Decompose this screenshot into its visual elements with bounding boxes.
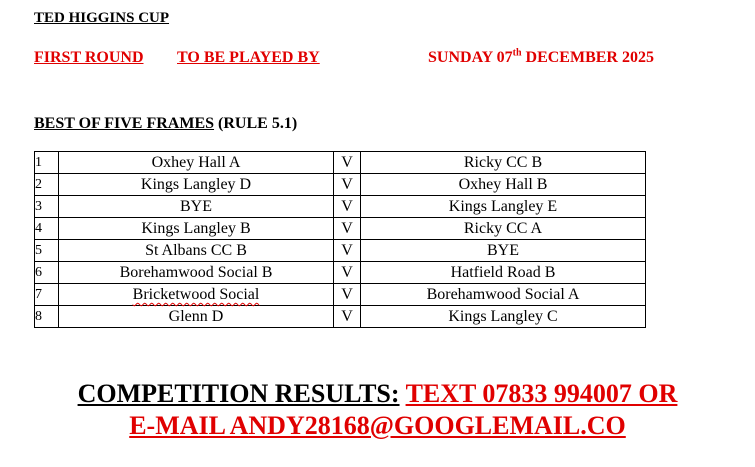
fixture-number: 5 bbox=[35, 240, 59, 262]
fixture-home-team: Oxhey Hall A bbox=[59, 152, 334, 174]
fixture-number: 7 bbox=[35, 284, 59, 306]
fixtures-table bbox=[34, 151, 646, 328]
match-date bbox=[428, 49, 654, 67]
fixture-row bbox=[35, 152, 646, 174]
results-notice bbox=[0, 378, 755, 442]
fixture-number: 1 bbox=[35, 152, 59, 174]
fixture-away-team: Hatfield Road B bbox=[361, 262, 646, 284]
fixture-versus: V bbox=[334, 218, 361, 240]
fixture-row bbox=[35, 196, 646, 218]
format-label: BEST OF FIVE FRAMES bbox=[34, 115, 215, 132]
format-line bbox=[34, 115, 297, 133]
results-email-contact: E-MAIL ANDY28168@GOOGLEMAIL.CO bbox=[129, 411, 626, 440]
fixture-number: 6 bbox=[35, 262, 59, 284]
fixture-away-team: Kings Langley C bbox=[361, 306, 646, 328]
match-date-rest: DECEMBER 2025 bbox=[521, 49, 654, 66]
fixture-away-team: Borehamwood Social A bbox=[361, 284, 646, 306]
fixture-row bbox=[35, 174, 646, 196]
results-line-2 bbox=[0, 410, 755, 442]
fixture-number: 8 bbox=[35, 306, 59, 328]
fixture-away-team: BYE bbox=[361, 240, 646, 262]
fixture-away-team: Oxhey Hall B bbox=[361, 174, 646, 196]
results-label: COMPETITION RESULTS: bbox=[77, 379, 400, 408]
played-by-label: TO BE PLAYED BY bbox=[177, 49, 320, 66]
fixture-versus: V bbox=[334, 262, 361, 284]
match-date-suffix: th bbox=[512, 47, 522, 59]
fixture-away-team: Ricky CC B bbox=[361, 152, 646, 174]
round-line bbox=[34, 49, 714, 67]
fixture-versus: V bbox=[334, 152, 361, 174]
fixture-home-team-text: Bricketwood Social bbox=[132, 286, 260, 303]
fixture-number: 4 bbox=[35, 218, 59, 240]
fixture-row bbox=[35, 218, 646, 240]
fixture-row bbox=[35, 306, 646, 328]
fixture-home-team: Kings Langley B bbox=[59, 218, 334, 240]
fixture-away-team: Ricky CC A bbox=[361, 218, 646, 240]
fixture-row bbox=[35, 240, 646, 262]
fixture-home-team: BYE bbox=[59, 196, 334, 218]
fixture-home-team: Borehamwood Social B bbox=[59, 262, 334, 284]
round-label: FIRST ROUND bbox=[34, 49, 144, 66]
results-line-1 bbox=[0, 378, 755, 410]
fixture-home-team bbox=[59, 284, 334, 306]
fixture-row bbox=[35, 262, 646, 284]
fixture-home-team: Kings Langley D bbox=[59, 174, 334, 196]
fixture-versus: V bbox=[334, 284, 361, 306]
fixture-versus: V bbox=[334, 196, 361, 218]
fixture-home-team: Glenn D bbox=[59, 306, 334, 328]
fixture-away-team: Kings Langley E bbox=[361, 196, 646, 218]
fixtures-body bbox=[35, 152, 646, 328]
fixture-number: 3 bbox=[35, 196, 59, 218]
fixture-versus: V bbox=[334, 174, 361, 196]
fixture-number: 2 bbox=[35, 174, 59, 196]
match-date-day: SUNDAY 07 bbox=[428, 49, 513, 66]
fixture-row bbox=[35, 284, 646, 306]
fixture-home-team: St Albans CC B bbox=[59, 240, 334, 262]
fixture-versus: V bbox=[334, 240, 361, 262]
format-rule: (RULE 5.1) bbox=[214, 115, 298, 132]
cup-title: TED HIGGINS CUP bbox=[34, 10, 170, 26]
results-text-contact: TEXT 07833 994007 OR bbox=[405, 379, 678, 408]
fixture-versus: V bbox=[334, 306, 361, 328]
